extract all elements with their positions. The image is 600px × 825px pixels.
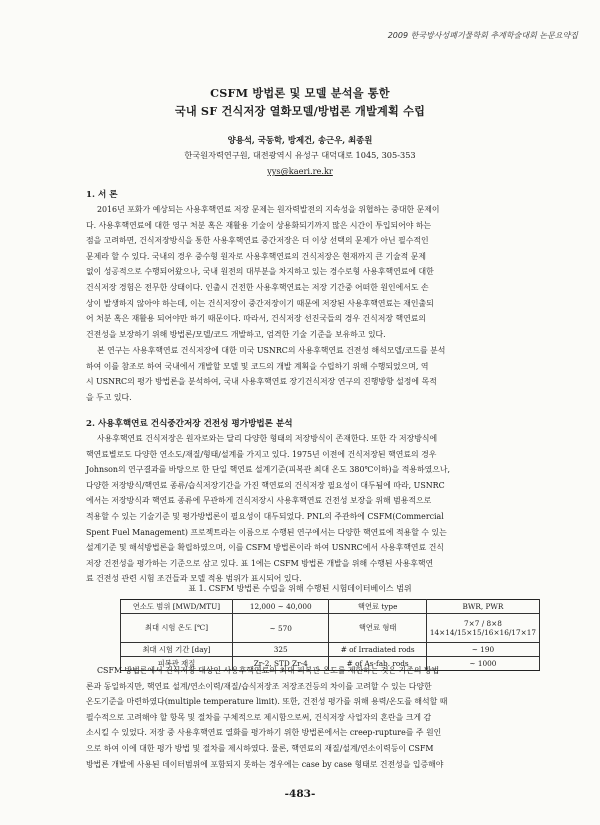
table-cell: 325 — [233, 643, 329, 657]
table-cell: ~ 190 — [426, 643, 539, 657]
table-row — [121, 614, 540, 643]
table-cell-line: 14×14/15×15/16×16/17×17 — [429, 628, 536, 637]
table-cell-line: 7×7 / 8×8 — [463, 619, 502, 628]
page-number: -483- — [284, 788, 316, 800]
paper-title-line1: CSFM 방법론 및 모델 분석을 통한 — [210, 86, 390, 100]
table-cell: ~ 570 — [233, 614, 329, 643]
section-1-paragraph-2: 본 연구는 사용후핵연료 건식저장에 대한 미국 USNRC의 사용후핵연료 건전성 해석모델/코드를 분석 하여 이를 참조로 하여 국내에서 개발할 모델 및 코드의 개발 계획을 수립하기 위해 수행되었으며, 역 시 USNRC의 평가 방법론을 분석하여, 국내 사용후핵연료 장기건식저장 연구의 진행방향 설정에 목적 을 두고 있다. — [86, 346, 446, 402]
table-cell: BWR, PWR — [426, 600, 539, 614]
table-cell: 연소도 범위 [MWD/MTU] — [121, 600, 233, 614]
table-cell — [426, 614, 539, 643]
section-2-heading: 2. 사용후핵연료 건식중간저장 건전성 평가방법론 분석 — [86, 419, 293, 429]
affiliation: 한국원자력연구원, 대전광역시 유성구 대덕대로 1045, 305-353 — [184, 150, 416, 160]
section-2-paragraph-1: 사용후핵연료 건식저장은 원자로와는 달리 다양한 형태의 저장방식이 존재한다. 또한 각 저장방식에 핵연료별로도 다양한 연소도/재질/형태/설계를 가지고 있다. 1975년 이전에 건식저장된 핵연료의 경우 Johnson의 연구결과를 바탕으로 한 단일 핵연료 설계기준(피복관 최대 온도 380℃이하)을 적용하였으나, 다양한 저장방식/핵연료 종류/습식저장기간을 가진 핵연료의 건식저장 필요성이 대두됨에 따라, USNRC 에서는 저장방식과 핵연료 종류에 무관하게 건식저장시 사용후핵연료 건전성 보장을 위해 범용적으로 적용할 수 있는 기술기준 및 평가방법론이 필요성이 대두되었다. PNL의 주관하에 CSFM(Commercial Spent Fuel Management) 프로젝트라는 이름으로 수행된 연구에서는 다양한 핵연료에 적용할 수 있는 설계기준 및 해석방법론을 확립하였으며, 이를 CSFM 방법론이라 하여 USNRC에서 사용후핵연료 건식 저장 건전성을 평가하는 기준으로 삼고 있다. 표 1에는 CSFM 방법론 개발을 위해 수행된 사용후핵연 료 건전성 관련 시험 조건들과 모델 적용 범위가 표시되어 있다. — [86, 434, 451, 584]
table-cell: 최대 시험 온도 [℃] — [121, 614, 233, 643]
table-cell: 핵연료 type — [329, 600, 426, 614]
paper-title-line2: 국내 SF 건식저장 열화모델/방법론 개발계획 수립 — [174, 104, 426, 118]
table-row — [121, 643, 540, 657]
table-cell: Zr-2, STD Zr-4 — [233, 657, 329, 671]
table-cell: ~ 1000 — [426, 657, 539, 671]
table-cell: # of As-fab. rods — [329, 657, 426, 671]
table-1 — [120, 599, 540, 671]
table-cell: 최대 시험 기간 [day] — [121, 643, 233, 657]
author-email: yys@kaeri.re.kr — [267, 166, 333, 176]
table-1-caption: 표 1. CSFM 방법론 수립을 위해 수행된 시험데이터베이스 범위 — [188, 584, 412, 593]
table-cell: 피복관 재질 — [121, 657, 233, 671]
table-cell: 핵연료 형태 — [329, 614, 426, 643]
table-cell: # of Irradiated rods — [329, 643, 426, 657]
section-1-heading: 1. 서 론 — [86, 190, 118, 200]
table-cell: 12,000 ~ 40,000 — [233, 600, 329, 614]
section-2-paragraph-2: CSFM 방법론에서 건식저장 대상인 사용후핵연료의 최대 피복관 온도를 제한하는 것은 기존의 방법 론과 동일하지만, 핵연료 설계/연소이력/재질/습식저장조 저장조건등의 차이를 고려할 수 있는 다양한 온도기준을 마련하였다(multiple temperature limit). 또한, 건전성 평가를 위해 용력/온도를 해석할 때 필수적으로 고려해야 할 항목 및 절차를 구체적으로 제시함으로써, 건식저장 사업자의 혼란을 크게 감 소시킬 수 있었다. 저장 중 사용후핵연료 열화를 평가하기 위한 방법론에서는 creep-rupture를 주 원인 으로 하여 이에 대한 평가 방법 및 절차를 제시하였다. 물론, 핵연료의 재질/설계/연소이력등이 CSFM 방법론 개발에 사용된 데이터범위에 포함되지 못하는 경우에는 case by case 형태로 건전성을 입증해야 — [86, 666, 448, 769]
author-list: 양용석, 국동학, 방제건, 송근우, 최종원 — [227, 135, 373, 145]
table-row — [121, 600, 540, 614]
section-1-paragraph-1: 2016년 포화가 예상되는 사용후핵연료 저장 문제는 원자력발전의 지속성을 위협하는 중대한 문제이 다. 사용후핵연료에 대한 영구 처분 혹은 재활용 기술이 상용화되기까지 많은 시간이 투입되어야 하는 점을 고려하면, 건식저장방식을 통한 사용후핵연료 중간저장은 더 이상 선택의 문제가 아닌 필수적인 문제라 할 수 있다. 국내의 경우 중수형 원자로 사용후핵연료의 건식저장은 현재까지 큰 기술적 문제 없이 성공적으로 수행되어왔으나, 국내 원전의 대부분을 차지하고 있는 경수로형 사용후핵연료에 대한 건식저장 경험은 전무한 상태이다. 인출시 건전한 사용후핵연료는 저장 기간중 어떠한 원인에서도 손 상이 발생하지 않아야 하는데, 이는 건식저장이 중간저장이기 때문에 저장된 사용후핵연료는 재인출되 어 처분 혹은 재활용 되어야만 하기 때문이다. 따라서, 건식저장 선진국들의 경우 건식저장 핵연료의 건전성을 보장하기 위해 방법론/모델/코드 개발하고, 엄격한 기술 기준을 보유하고 있다. — [86, 205, 440, 339]
running-head: 2009 한국방사성폐기물학회 추계학술대회 논문요약집 — [387, 31, 578, 40]
